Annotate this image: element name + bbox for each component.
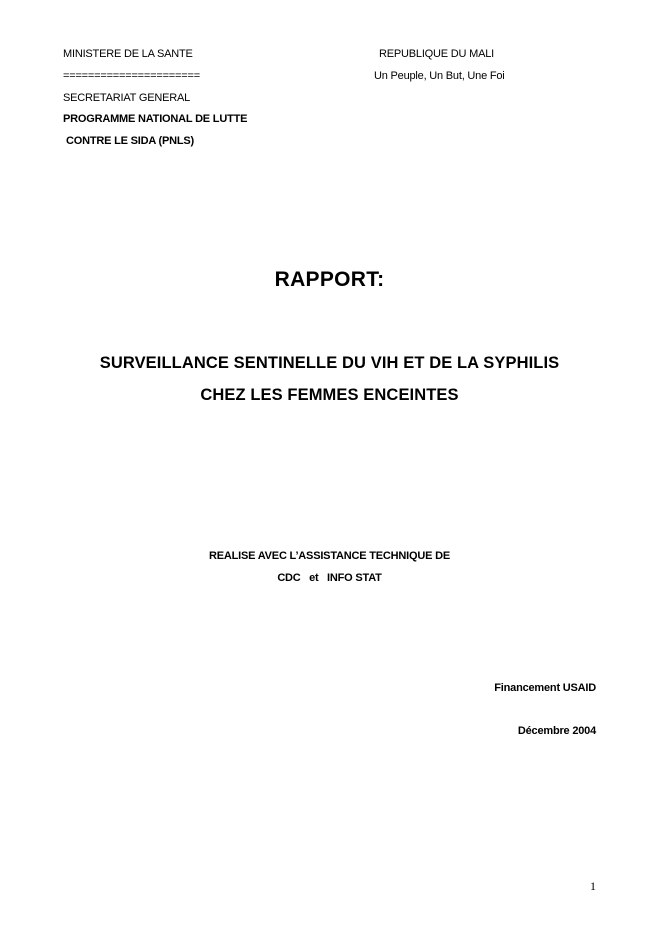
program-name-line2: CONTRE LE SIDA (PNLS)	[66, 135, 195, 147]
report-title-line2: CHEZ LES FEMMES ENCEINTES	[200, 386, 459, 404]
program-name-line1: PROGRAMME NATIONAL DE LUTTE	[63, 113, 248, 125]
funding-source: Financement USAID	[494, 682, 596, 694]
report-title-line1: SURVEILLANCE SENTINELLE DU VIH ET DE LA SYPHILIS	[99, 354, 560, 372]
report-label: RAPPORT:	[274, 268, 385, 291]
header-separator: ======================	[63, 70, 200, 82]
page-number: 1	[590, 879, 596, 893]
report-date: Décembre 2004	[517, 725, 596, 737]
ministry-name: MINISTERE DE LA SANTE	[63, 48, 193, 60]
secretariat-name: SECRETARIAT GENERAL	[63, 92, 191, 104]
republic-name: REPUBLIQUE DU MALI	[379, 48, 494, 60]
national-motto: Un Peuple, Un But, Une Foi	[374, 70, 505, 82]
assistance-line2: CDC et INFO STAT	[277, 572, 382, 584]
assistance-line1: REALISE AVEC L’ASSISTANCE TECHNIQUE DE	[209, 550, 450, 562]
